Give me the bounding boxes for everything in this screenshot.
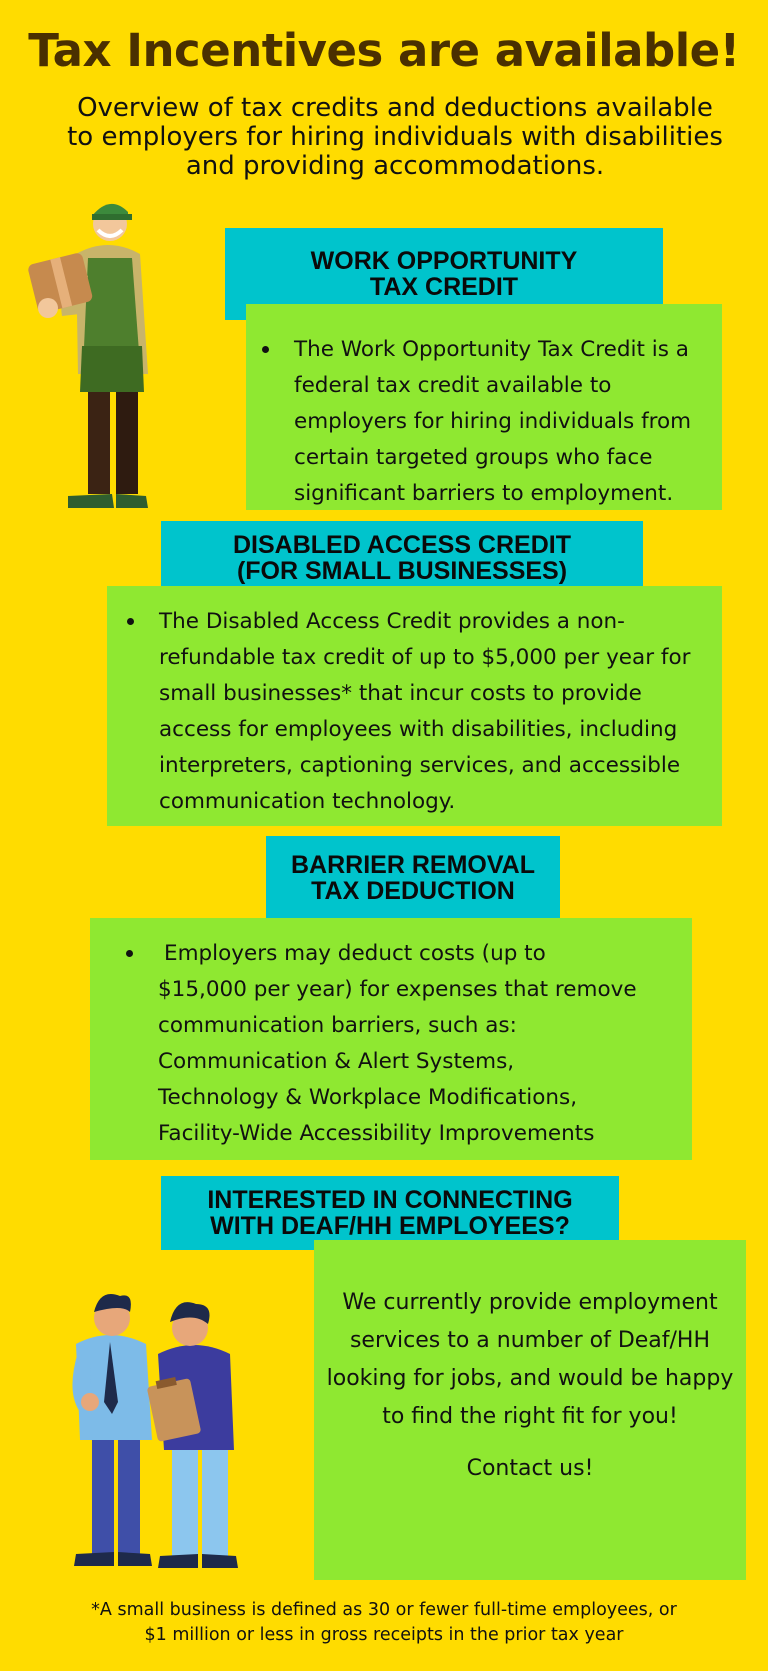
list-item-text: The Disabled Access Credit provides a non-refundable tax credit of up to $5,000 per year for small businesses* that incur costs to provide access for employees with disabilities, including interpreters, captioning services, and accessible communication technology. (159, 609, 691, 814)
heading-line: DISABLED ACCESS CREDIT (233, 530, 571, 559)
page-subtitle: Overview of tax credits and deductions available to employers for hiring individuals with disabilities and providing accommodations. (67, 93, 723, 181)
heading-line: (FOR SMALL BUSINESSES) (236, 556, 568, 585)
worker-carrying-boxes-illustration (28, 196, 158, 522)
bullet-icon (126, 950, 133, 957)
heading-line: BARRIER REMOVAL (291, 851, 535, 879)
two-colleagues-illustration (64, 1282, 254, 1574)
text-line: $15,000 per year) for expenses that remove (158, 977, 637, 1002)
list-item (121, 604, 712, 820)
heading-line: INTERESTED IN CONNECTING (207, 1186, 573, 1214)
disabled-access-credit-box (107, 586, 722, 826)
heading-line: TAX CREDIT (369, 273, 519, 301)
page-title: Tax Incentives are available! (28, 24, 740, 77)
footnote-line: $1 million or less in gross receipts in the prior tax year (144, 1625, 624, 1645)
text-line: Technology & Workplace Modifications, (158, 1085, 578, 1110)
barrier-removal-tax-deduction-box (90, 918, 692, 1160)
text-line: communication barriers, such as: (158, 1013, 517, 1038)
footnote-line: *A small business is defined as 30 or fewer full-time employees, or (91, 1600, 677, 1620)
heading-line: WORK OPPORTUNITY (310, 247, 578, 275)
connecting-deaf-hh-box (314, 1240, 746, 1580)
bullet-icon (127, 618, 134, 625)
text-line: Communication & Alert Systems, (158, 1049, 515, 1074)
heading-line: WITH DEAF/HH EMPLOYEES? (210, 1212, 570, 1240)
bullet-icon (262, 346, 269, 353)
work-opportunity-tax-credit-box (246, 304, 722, 510)
list-item (256, 332, 714, 512)
heading-disabled-access-credit (161, 521, 643, 594)
heading-barrier-removal-tax-deduction (266, 836, 560, 920)
list-item-text: The Work Opportunity Tax Credit is a federal tax credit available to employers for hiring individuals from certain targeted groups who face significant barriers to employment. (294, 337, 692, 506)
list-item (120, 936, 688, 1152)
contact-us-text: Contact us! (466, 1456, 594, 1481)
text-line: Facility-Wide Accessibility Improvements (158, 1121, 595, 1146)
text-line: Employers may deduct costs (up to (164, 941, 546, 966)
footnote (20, 1598, 748, 1648)
heading-line: TAX DEDUCTION (311, 877, 515, 905)
heading-interested-in-connecting (161, 1176, 619, 1250)
services-text: We currently provide employment services to a number of Deaf/HH looking for jobs, and would be happy to find the right fit for you! (326, 1290, 734, 1429)
list-item-text (158, 936, 688, 1152)
